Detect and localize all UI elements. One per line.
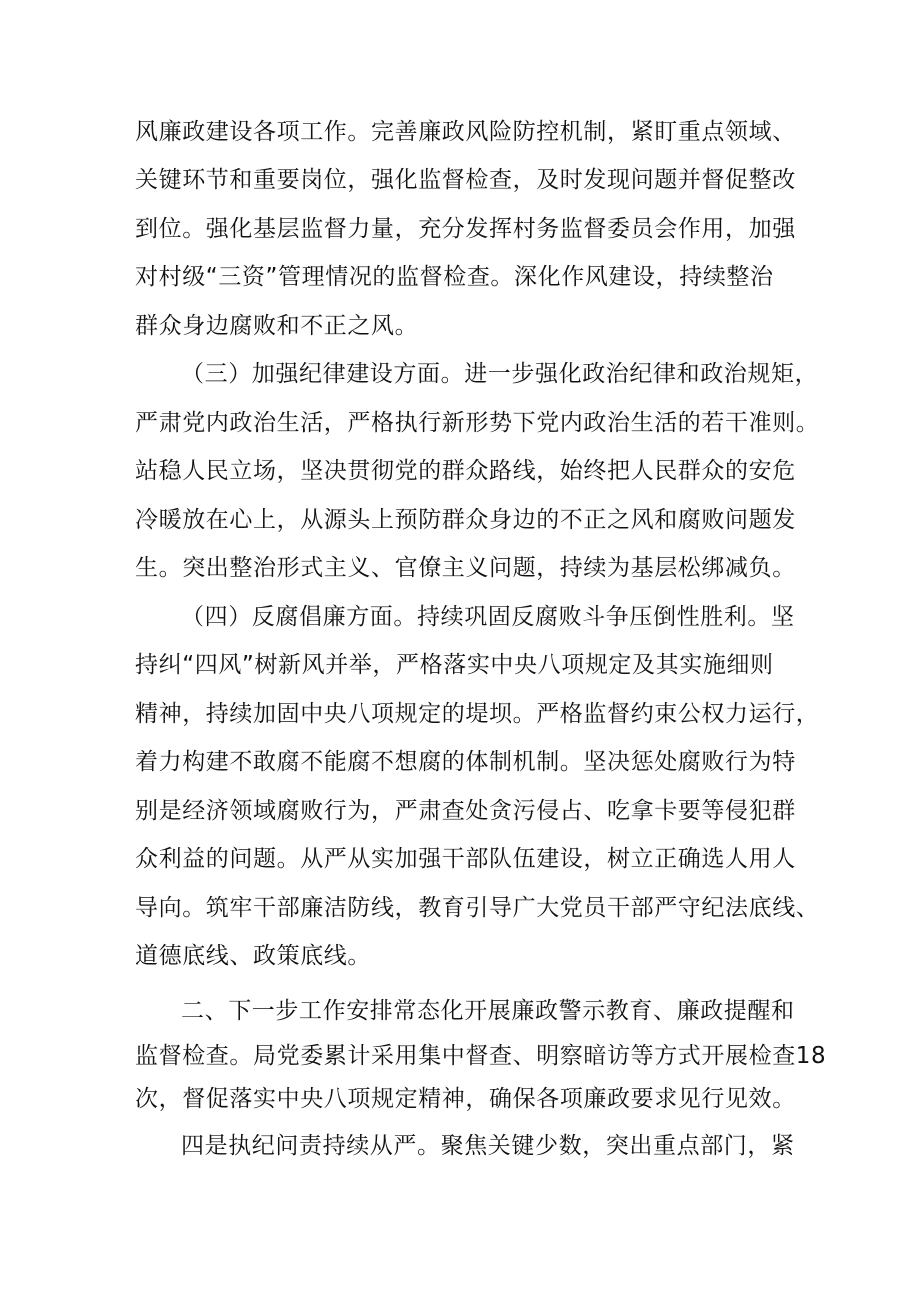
text-line: 对村级“三资”管理情况的监督检查。深化作风建设，持续整治 bbox=[135, 264, 774, 290]
text-line: 生。突出整治形式主义、官僚主义问题，持续为基层松绑减负。 bbox=[135, 555, 796, 581]
text-line: 到位。强化基层监督力量，充分发挥村务监督委员会作用，加强 bbox=[135, 216, 796, 242]
text-line: 风廉政建设各项工作。完善廉政风险防控机制，紧盯重点领域、 bbox=[135, 119, 796, 145]
text-line: 四是执纪问责持续从严。聚焦关键少数，突出重点部门，紧 bbox=[181, 1133, 795, 1159]
text-line: 关键环节和重要岗位，强化监督检查，及时发现问题并督促整改 bbox=[135, 167, 796, 193]
text-line: 众利益的问题。从严从实加强干部队伍建设，树立正确选人用人 bbox=[135, 846, 796, 872]
text-line: 道德底线、政策底线。 bbox=[135, 943, 371, 969]
text-line: （三）加强纪律建设方面。进一步强化政治纪律和政治规矩， bbox=[181, 361, 819, 387]
text-line: 二、下一步工作安排常态化开展廉政警示教育、廉政提醒和 bbox=[181, 998, 795, 1024]
text-line: 别是经济领域腐败行为，严肃查处贪污侵占、吃拿卡要等侵犯群 bbox=[135, 798, 796, 824]
text-line: 次，督促落实中央八项规定精神，确保各项廉政要求见行见效。 bbox=[135, 1086, 796, 1112]
text-line: 着力构建不敢腐不能腐不想腐的体制机制。坚决惩处腐败行为特 bbox=[135, 749, 796, 775]
text-line: 严肃党内政治生活，严格执行新形势下党内政治生活的若干准则。 bbox=[135, 410, 820, 436]
text-line: 监督检查。局党委累计采用集中督查、明察暗访等方式开展检查18 bbox=[135, 1043, 827, 1069]
text-line: 站稳人民立场，坚决贯彻党的群众路线，始终把人民群众的安危 bbox=[135, 458, 796, 484]
text-line: （四）反腐倡廉方面。持续巩固反腐败斗争压倒性胜利。坚 bbox=[181, 604, 795, 630]
text-line: 导向。筑牢干部廉洁防线，教育引导广大党员干部严守纪法底线、 bbox=[135, 895, 820, 921]
text-line: 持纠“四风”树新风并举，严格落实中央八项规定及其实施细则 bbox=[135, 652, 774, 678]
text-line: 精神，持续加固中央八项规定的堤坝。严格监督约束公权力运行， bbox=[135, 701, 820, 727]
text-line: 群众身边腐败和不正之风。 bbox=[135, 313, 419, 339]
text-line: 冷暖放在心上，从源头上预防群众身边的不正之风和腐败问题发 bbox=[135, 507, 796, 533]
